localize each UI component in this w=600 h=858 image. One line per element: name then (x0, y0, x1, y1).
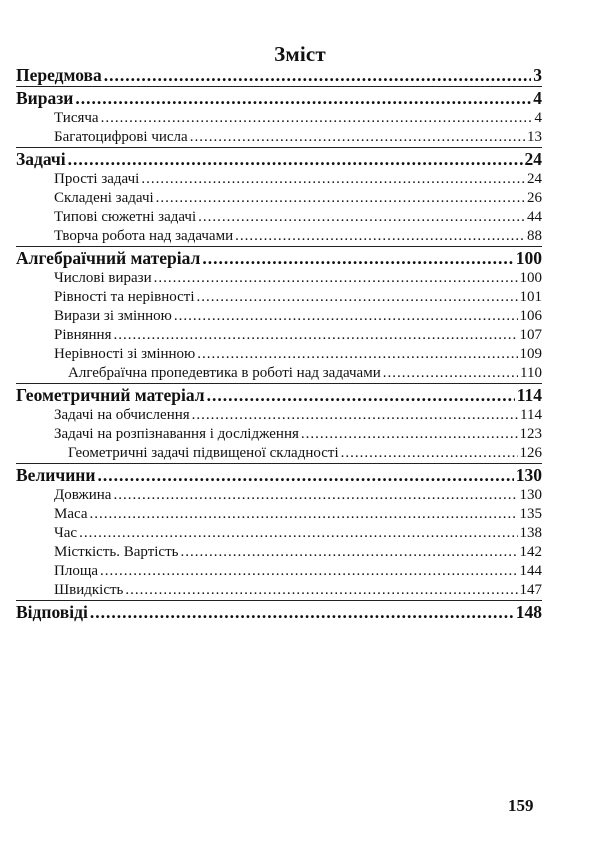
dot-leader (113, 486, 517, 505)
dot-leader (90, 505, 518, 524)
toc-subsection (16, 486, 542, 505)
toc-entry-label: Прості задачі (54, 171, 140, 187)
toc-subsection (16, 581, 542, 600)
toc-section (16, 600, 542, 623)
toc-entry-label: Нерівності зі змінною (54, 346, 196, 362)
toc-subsection (16, 109, 542, 128)
table-of-contents (16, 64, 542, 623)
dot-leader (192, 406, 518, 425)
toc-entry-label: Величини (16, 465, 96, 485)
toc-section (16, 383, 542, 406)
dot-leader (341, 444, 518, 463)
toc-entry-label: Творча робота над задачами (54, 228, 234, 244)
toc-entry-page: 24 (527, 171, 542, 187)
dot-leader (100, 562, 517, 581)
toc-subsection (16, 128, 542, 147)
dot-leader (101, 109, 533, 128)
toc-entry-label: Відповіді (16, 602, 88, 622)
toc-subsection (16, 345, 542, 364)
toc-section (16, 64, 542, 86)
toc-entry-label: Геометричні задачі підвищеної складності (68, 445, 339, 461)
toc-entry-page: 138 (519, 525, 542, 541)
dot-leader (156, 189, 525, 208)
dot-leader (75, 87, 531, 109)
toc-entry-page: 106 (519, 308, 542, 324)
toc-entry-page: 107 (519, 327, 542, 343)
toc-subsection (16, 524, 542, 543)
toc-entry-label: Рівності та нерівності (54, 289, 195, 305)
toc-section (16, 86, 542, 109)
dot-leader (90, 601, 514, 623)
toc-entry-label: Рівняння (54, 327, 112, 343)
dot-leader (383, 364, 518, 383)
toc-entry-page: 44 (527, 209, 542, 225)
dot-leader (198, 208, 525, 227)
toc-subsection (16, 444, 542, 463)
toc-entry-page: 110 (520, 365, 542, 381)
toc-subsection (16, 364, 542, 383)
dot-leader (301, 425, 518, 444)
toc-entry-page: 130 (515, 465, 542, 485)
toc-entry-page: 109 (519, 346, 542, 362)
dot-leader (180, 543, 517, 562)
toc-entry-page: 142 (519, 544, 542, 560)
toc-entry-label: Складені задачі (54, 190, 154, 206)
toc-subsection (16, 170, 542, 189)
toc-entry-label: Числові вирази (54, 270, 152, 286)
toc-subsection (16, 543, 542, 562)
dot-leader (174, 307, 518, 326)
toc-entry-label: Задачі (16, 149, 66, 169)
toc-entry-label: Задачі на розпізнавання і дослідження (54, 426, 299, 442)
toc-entry-label: Площа (54, 563, 99, 579)
toc-entry-label: Задачі на обчислення (54, 407, 190, 423)
toc-entry-page: 126 (519, 445, 542, 461)
toc-entry-label: Вирази зі змінною (54, 308, 172, 324)
dot-leader (68, 148, 523, 170)
toc-entry-label: Передмова (16, 65, 102, 85)
dot-leader (79, 524, 517, 543)
toc-subsection (16, 425, 542, 444)
dot-leader (207, 384, 515, 406)
dot-leader (125, 581, 517, 600)
dot-leader (154, 269, 518, 288)
toc-section (16, 147, 542, 170)
toc-entry-page: 4 (533, 88, 542, 108)
dot-leader (197, 288, 518, 307)
toc-subsection (16, 406, 542, 425)
dot-leader (197, 345, 517, 364)
page-number: 159 (508, 796, 534, 815)
toc-entry-page: 144 (519, 563, 542, 579)
dot-leader (202, 247, 513, 269)
toc-entry-page: 130 (519, 487, 542, 503)
toc-entry-page: 114 (516, 385, 542, 405)
toc-section (16, 463, 542, 486)
dot-leader (235, 227, 525, 246)
toc-entry-label: Алгебраїчна пропедевтика в роботі над задачами (68, 365, 381, 381)
toc-entry-page: 100 (515, 248, 542, 268)
page-title: Зміст (274, 42, 326, 66)
toc-section (16, 246, 542, 269)
toc-entry-page: 135 (519, 506, 542, 522)
toc-entry-page: 88 (527, 228, 542, 244)
dot-leader (141, 170, 525, 189)
toc-entry-page: 4 (534, 110, 542, 126)
dot-leader (97, 464, 513, 486)
toc-entry-page: 24 (524, 149, 542, 169)
toc-entry-page: 3 (533, 65, 542, 85)
toc-subsection (16, 326, 542, 345)
toc-subsection (16, 189, 542, 208)
toc-entry-page: 13 (527, 129, 542, 145)
toc-entry-label: Типові сюжетні задачі (54, 209, 197, 225)
toc-entry-label: Час (54, 525, 78, 541)
toc-entry-label: Геометричний матеріал (16, 385, 205, 405)
toc-subsection (16, 269, 542, 288)
toc-entry-label: Багатоцифрові числа (54, 129, 188, 145)
toc-subsection (16, 505, 542, 524)
toc-subsection (16, 227, 542, 246)
toc-entry-page: 114 (520, 407, 542, 423)
toc-entry-page: 123 (519, 426, 542, 442)
toc-entry-page: 101 (519, 289, 542, 305)
dot-leader (104, 64, 532, 86)
toc-subsection (16, 288, 542, 307)
dot-leader (190, 128, 525, 147)
toc-entry-page: 100 (519, 270, 542, 286)
toc-entry-label: Вирази (16, 88, 74, 108)
toc-entry-label: Алгебраїчний матеріал (16, 248, 201, 268)
toc-entry-label: Довжина (54, 487, 112, 503)
toc-entry-page: 148 (515, 602, 542, 622)
toc-entry-label: Швидкість (54, 582, 124, 598)
toc-subsection (16, 562, 542, 581)
toc-entry-label: Тисяча (54, 110, 99, 126)
toc-entry-page: 26 (527, 190, 542, 206)
toc-entry-label: Маса (54, 506, 88, 522)
toc-entry-page: 147 (519, 582, 542, 598)
dot-leader (113, 326, 517, 345)
toc-subsection (16, 307, 542, 326)
toc-entry-label: Місткість. Вартість (54, 544, 179, 560)
toc-subsection (16, 208, 542, 227)
